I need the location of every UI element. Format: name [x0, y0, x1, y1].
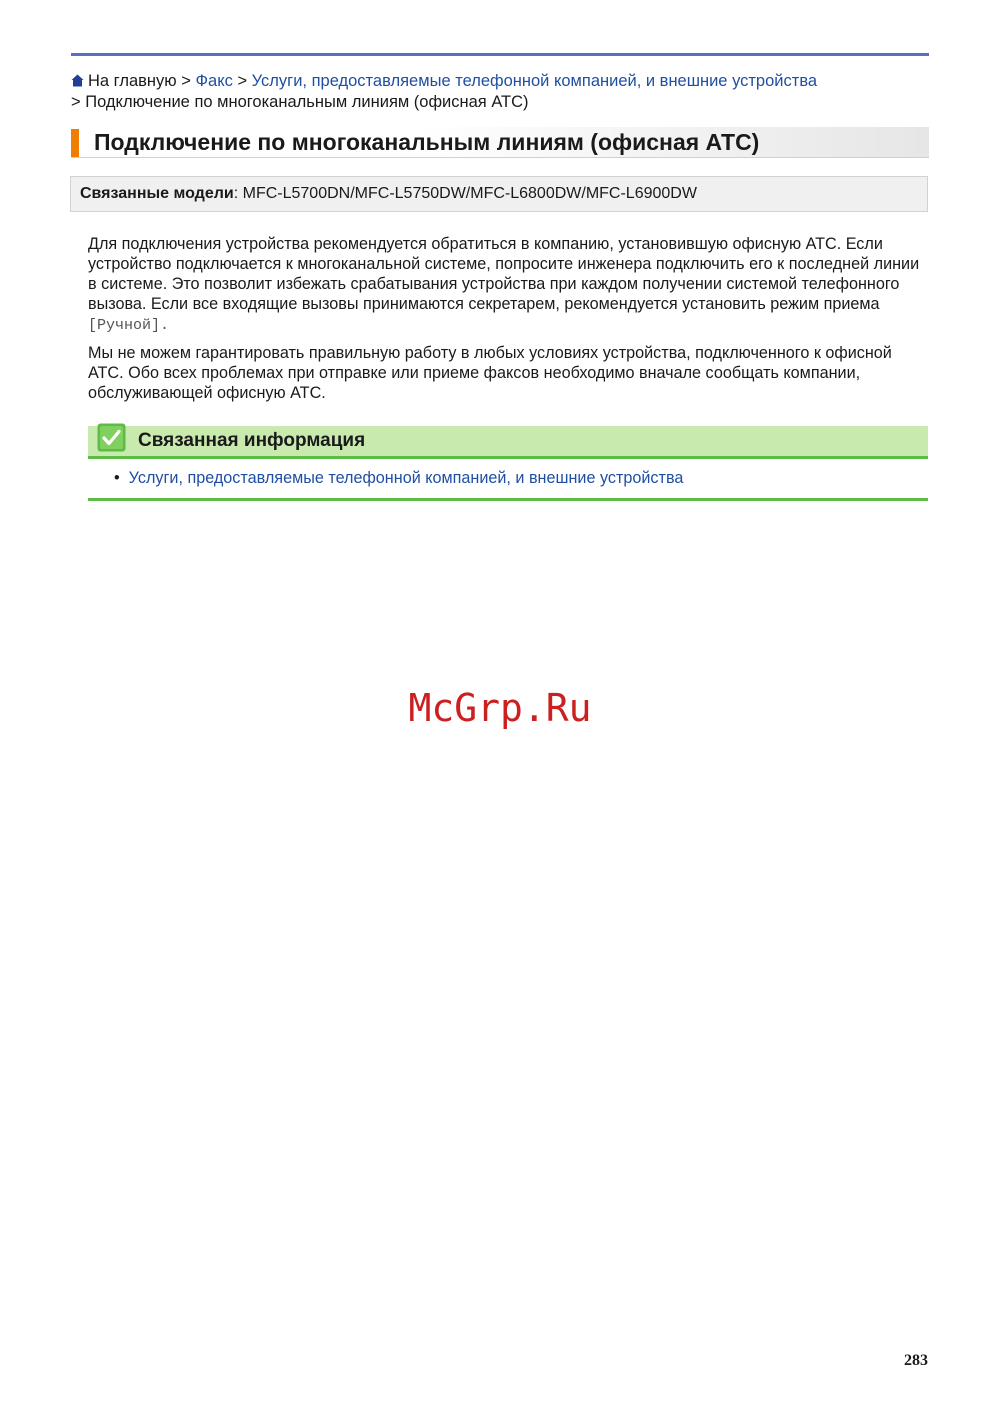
top-rule: [71, 53, 929, 56]
body-paragraph-2: Мы не можем гарантировать правильную работу в любых условиях устройства, подключенного к офисной АТС. Обо всех проблемах при отправке или приеме факсов необходимо вначале сообщать компании, обслуживающей офисную АТС.: [88, 344, 892, 402]
breadcrumb-separator: >: [237, 72, 248, 90]
mode-code-end: .: [160, 317, 170, 334]
models-value: : MFC-L5700DN/MFC-L5750DW/MFC-L6800DW/MFC-L6900DW: [233, 185, 697, 202]
breadcrumb: [71, 71, 831, 113]
paragraph-1-text: Для подключения устройства рекомендуется обратиться в компанию, установившую офисную АТС. Если устройство подключается к многоканальной системе, попросите инженера подключить его к последней линии в системе. Это позволит избежать срабатывания устройства при каждом получении системой телефонного вызова. Если все входящие вызовы принимаются секретарем, рекомендуется установить режим приема: [88, 235, 920, 313]
related-info-title: Связанная информация: [138, 430, 366, 451]
related-info-header: [88, 426, 928, 459]
breadcrumb-home[interactable]: На главную: [88, 72, 177, 90]
home-icon[interactable]: [71, 74, 84, 87]
breadcrumb-fax-link[interactable]: Факс: [195, 72, 233, 90]
breadcrumb-separator: >: [181, 72, 191, 90]
body-paragraph-1: [88, 234, 928, 336]
check-icon: [97, 423, 126, 452]
watermark: McGrp.Ru: [408, 686, 592, 730]
title-accent: [71, 129, 79, 157]
related-links-list: [114, 467, 683, 489]
page-title: Подключение по многоканальным линиям (офисная АТС): [94, 129, 760, 155]
mode-code: [Ручной]: [88, 317, 161, 334]
title-bar: [71, 127, 929, 158]
related-models-box: [70, 176, 928, 212]
page-number: 283: [904, 1352, 928, 1369]
breadcrumb-current: Подключение по многоканальным линиям (офисная АТС): [85, 93, 529, 111]
bottom-rule: [88, 498, 928, 501]
bullet: •: [114, 469, 120, 487]
breadcrumb-services-link[interactable]: Услуги, предоставляемые телефонной компанией, и внешние устройства: [251, 72, 818, 90]
related-link-services[interactable]: Услуги, предоставляемые телефонной компанией, и внешние устройства: [128, 469, 684, 487]
models-label: Связанные модели: [80, 185, 234, 202]
breadcrumb-separator: >: [71, 93, 81, 111]
